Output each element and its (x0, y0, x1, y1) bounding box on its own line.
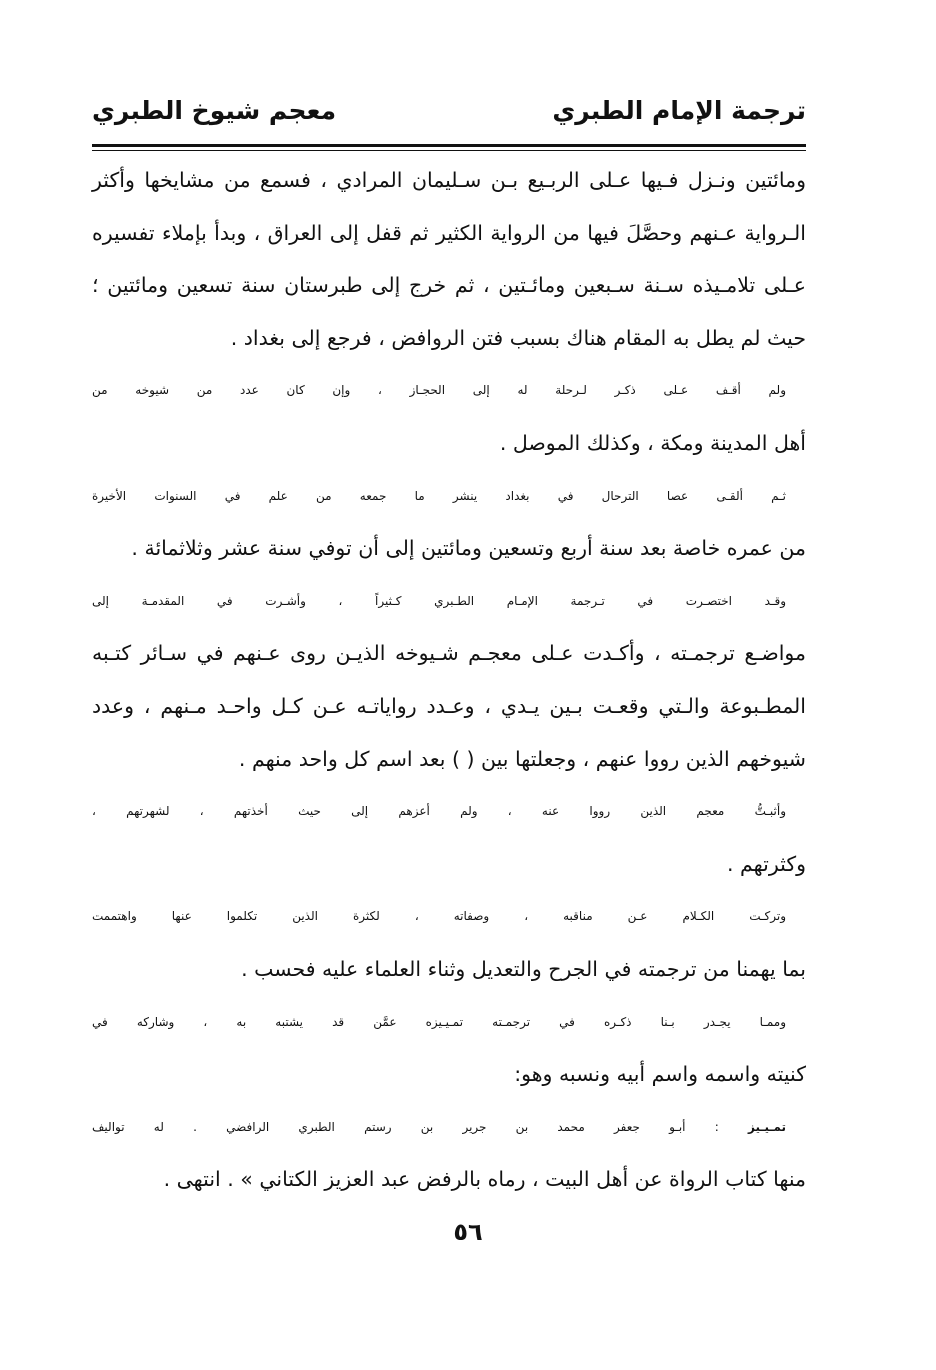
text-line: بما يهمنا من ترجمته في الجرح والتعديل وثناء العلماء عليه فحسب . (241, 956, 806, 981)
text-line: مواضـع ترجمـته ، وأكـدت عـلى معجـم شـيوخه الذيـن روى عـنهم في سـائر كتـبه (92, 641, 806, 666)
text-line: الـرواية عـنهم وحصَّلَ فيها من الرواية الكثير ثم قفل إلى العراق ، وبدأ بإملاء تفسيره (92, 220, 806, 245)
text-line-tamyiz: تمـيـيز : أبـو جعفر محمد بن جرير بن رستم الطبري الرافضي . له تواليف (92, 1119, 786, 1134)
header-section-title: معجم شيوخ الطبري (92, 96, 337, 125)
text-line: وكثرتهم . (727, 851, 806, 876)
text-line: أهل المدينة ومكة ، وكذلك الموصل . (499, 430, 806, 455)
text-line: وتركـت الكـلام عـن مناقبه ، وصفاته ، لكثرة الذين تكلموا عنها واهتممت (92, 909, 786, 924)
text-line: كنيته واسمه واسم أبيه ونسبه وهو: (514, 1062, 806, 1087)
text-line: شيوخهم الذين رووا عنهم ، وجعلتها بين ( ) بعد اسم كل واحد منهم . (238, 746, 806, 771)
body-text (92, 154, 806, 1206)
text-line: وممـا يجـدر بـنا ذكـره في ترجمـته تمـيـيزه عمَّن قد يشتبه به ، وشاركه في (92, 1014, 786, 1029)
text-line: منها كتاب الرواة عن أهل البيت ، رماه بالرفض عبد العزيز الكتاني » . انتهى . (163, 1167, 806, 1192)
page-number: ٥٦ (453, 1218, 483, 1246)
text-line: وقـد اختصـرت في تـرجمة الإمـام الطـبري كـثيراً ، وأشـرت في المقدمـة إلى (92, 593, 786, 608)
tamyiz-label: تمـيـيز (747, 1119, 786, 1134)
text-line: المطـبوعة والـتي وقعـت بـين يـدي ، وعـدد رواياتـه عـن كـل واحـد مـنهم ، وعدد (92, 693, 806, 718)
text-line: ومائتين ونـزل فـيها عـلى الربـيع بـن سـليمان المرادي ، فسمع من مشايخها وأكثر (92, 168, 806, 192)
text-line: من عمره خاصة بعد سنة أربع وتسعين ومائتين إلى أن توفي سنة عشر وثلاثمائة . (131, 536, 806, 561)
header-rule-thin (92, 150, 806, 151)
text-line: وأثبـتُّ معجم الذين رووا عنه ، ولم أعزهم إلى حيث أخذتهم ، لشهرتهم ، (92, 804, 786, 819)
text-line: عـلى تلامـيذه سـنة سـبعين ومائـتين ، ثم خرج إلى طبرستان سنة تسعين ومائتين ؛ (92, 273, 806, 298)
text-line: ولم أقـف عـلى ذكـر لـرحلة له إلى الحجـاز ، وإن كان عدد من شيوخه من (92, 383, 786, 398)
running-header (92, 96, 806, 142)
header-rule (92, 144, 806, 147)
text-line: ثـم ألقـى عصا الترحال في بغداد ينشر ما جمعه من علم في السنوات الأخيرة (92, 488, 786, 503)
header-book-title: ترجمة الإمام الطبري (552, 96, 806, 125)
text-line: حيث لم يطل به المقام هناك بسبب فتن الروافض ، فرجع إلى بغداد . (230, 325, 806, 350)
